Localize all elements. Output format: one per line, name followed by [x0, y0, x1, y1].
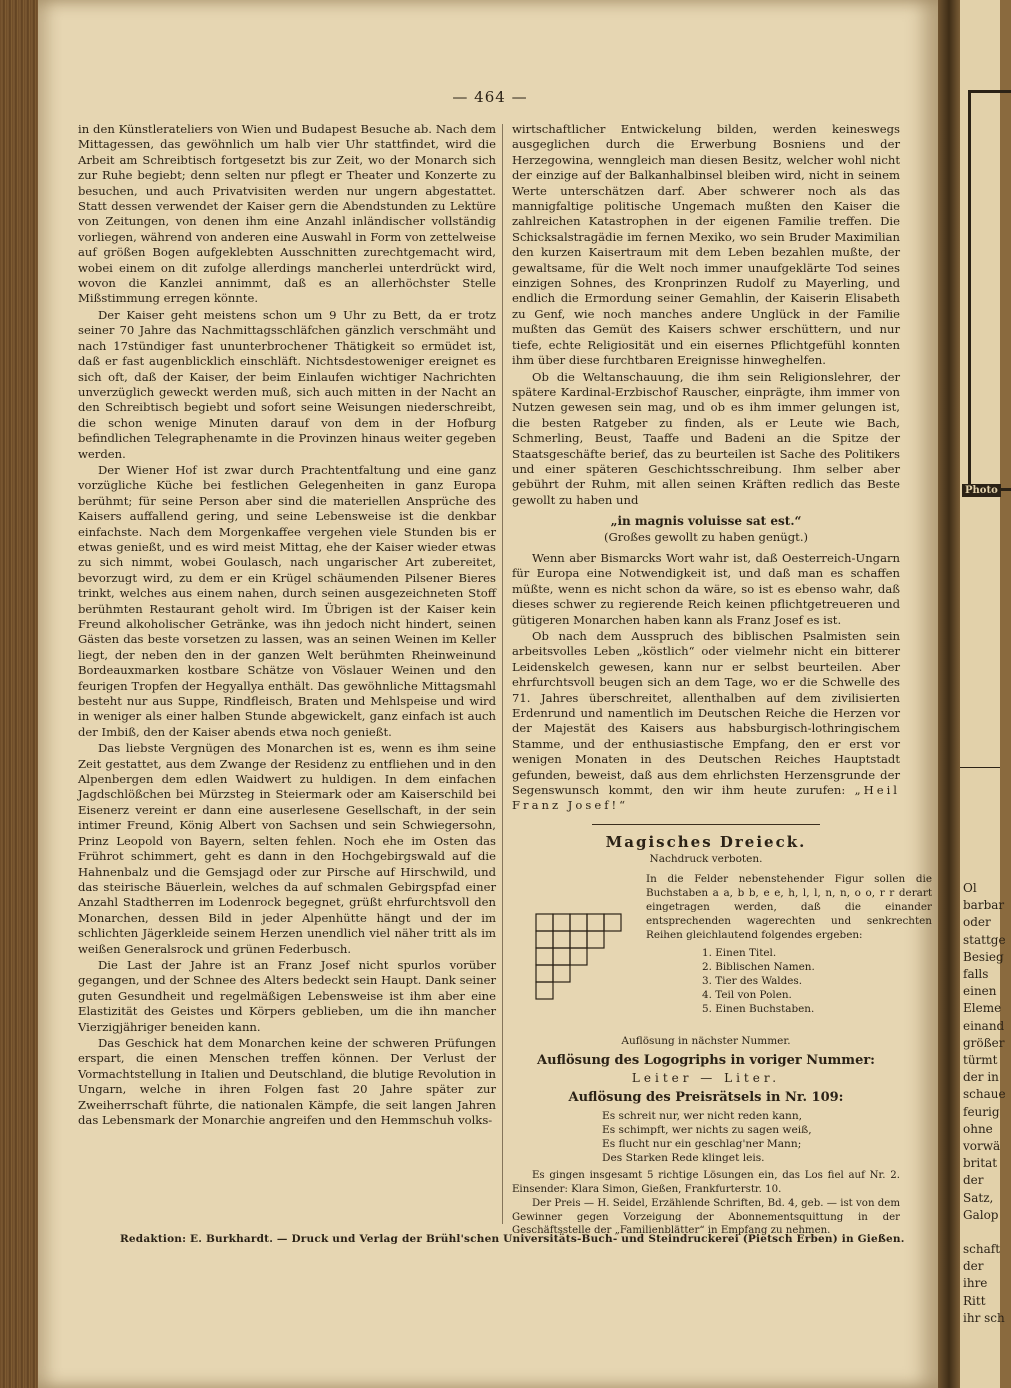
book-edge	[0, 0, 38, 1388]
right-column	[512, 122, 932, 1238]
paragraph: Das Geschick hat dem Monarchen keine der schweren Prüfungen erspart, die einen Menschen treffen können. Der Verlust der Vormachtstellung in Italien und Deutschland, die blutige Revolution in Ungarn, welche in ihren Folgen fast 20 Jahre später zur Zweiherrschaft führte, die nationalen Kämpfe, die seit langen Jahren das Lebensmark der Monarchie angreifen und den Hemmschuh volks-	[78, 1035, 496, 1127]
paragraph: Der Kaiser geht meistens schon um 9 Uhr zu Bett, da er trotz seiner 70 Jahre das Nachmittagsschläfchen gänzlich verschmäht und nach 17stündiger fast ununterbrochener Thätigkeit so ermüdet ist, daß er fast augenblicklich einschläft. Nichtsdestoweniger ereignet es sich oft, daß der Kaiser, der beim Einlaufen wichtiger Nachrichten unverzüglich geweckt werden muß, sich auch mitten in der Nacht an den Schreibtisch begiebt und sofort seine Weisungen niederschreibt, die schon wenige Minuten darauf von dem in der Hofburg befindlichen Telegraphenamte in die Provinzen hinaus weiter gegeben werden.	[78, 307, 496, 461]
motto-translation: (Großes gewollt zu haben genügt.)	[603, 529, 809, 544]
text-fragment: feurig	[963, 1104, 1000, 1119]
text-fragment: einand	[963, 1018, 1005, 1033]
text-fragment	[963, 1224, 1006, 1241]
paragraph: Ob die Weltanschauung, die ihm sein Religionslehrer, der spätere Kardinal-Erzbischof Rauscher, einprägte, ihm immer von Nutzen gewesen sein mag, und ob es ihm immer gelungen ist, die besten Ratgeber zu finden, als er Leute wie Bach, Schmerling, Beust, Taaffe und Badeni an die Spitze der Staatsgeschäfte berief, das zu beurteilen ist Sache des Politikers und einer späteren Geschichtsschreibung. Ihm selber aber gebührt der Ruhm, mit allen seinen Kräften redlich das Beste gewollt zu haben und	[512, 369, 900, 507]
motto-latin: „in magnis voluisse sat est.“	[610, 514, 802, 529]
logogriph-answer: Leiter — Liter.	[631, 1070, 781, 1085]
text-fragment: der	[963, 1173, 984, 1188]
text-fragment: schaue	[963, 1087, 1006, 1102]
text-fragment: Ol	[963, 881, 977, 895]
list-item: 4. Teil von Polen.	[702, 988, 792, 1001]
triangle-grid	[534, 912, 624, 1002]
prize-title: Auflösung des Preisrätsels in Nr. 109:	[568, 1089, 844, 1105]
logogriph-title: Auflösung des Logogriphs in voriger Nummer:	[537, 1053, 875, 1069]
list-item: 3. Tier des Waldes.	[702, 974, 803, 987]
text-fragment: größer	[963, 1035, 1005, 1050]
text-fragment: britat	[963, 1156, 998, 1171]
binding-gutter	[938, 0, 960, 1388]
text-fragment: schaft	[963, 1242, 1001, 1257]
text-fragment: ihr sch	[963, 1310, 1005, 1325]
poem	[602, 1109, 900, 1165]
puzzle-list	[702, 946, 932, 1016]
paragraph: Wenn aber Bismarcks Wort wahr ist, daß Oesterreich-Ungarn für Europa eine Notwendigkeit ist, und daß man es schaffen müßte, wenn es nicht schon da wäre, so ist es ebenso wahr, daß dieses schwer zu regierende Reich keinen pflichtgetreueren und gütigeren Monarchen haben kann als Franz Josef es ist.	[512, 550, 900, 627]
list-item: 2. Biblischen Namen.	[702, 960, 815, 973]
text-fragment: oder	[963, 915, 991, 930]
puzzle-note: Nachdruck verboten.	[649, 853, 763, 866]
text-fragment: falls	[963, 967, 989, 982]
next-page-photo-label: Photo	[962, 484, 1001, 497]
text-fragment: Eleme	[963, 1001, 1002, 1016]
prize-result: Es gingen insgesamt 5 richtige Lösungen ein, das Los fiel auf Nr. 2. Einsender: Klara Simon, Gießen, Frankfurterstr. 10.	[512, 1170, 900, 1195]
next-page-text-fragments	[963, 880, 1006, 1327]
page-number: — 464 —	[452, 88, 528, 106]
text-fragment: einen	[963, 984, 997, 999]
puzzle	[512, 872, 932, 1032]
puzzle-title: Magisches Dreieck.	[605, 832, 807, 851]
paragraph: Der Wiener Hof ist zwar durch Prachtentfaltung und eine ganz vorzügliche Küche bei festlichen Gelegenheiten in ganz Europa berühmt; für seine Person aber sind die materiellen Ansprüche des Kaisers auffallend gering, und seine Lebensweise ist die denkbar einfachste. Nach dem Morgenkaffee vergehen viele Stunden bis er etwas genießt, und es wird meist Mittag, ehe der Kaiser wieder etwas zu sich nimmt, wobei Goulasch, nach ungarischer Art zubereitet, bevorzugt wird, zu dem er ein Krügel schäumenden Pilsener Bieres trinkt, welches aus einem nahen, durch seinen ausgezeichneten Stoff berühmten Restaurant geholt wird. Im Übrigen ist der Kaiser kein Freund alkoholischer Getränke, was ihn jedoch nicht hindert, seinen Gästen das beste vorsetzen zu lassen, was an seinen Weinen im Keller liegt, der neben den in der ganzen Welt berühmten Rheinweinund Bordeauxmarken kostbare Schätze von Vöslauer Weinen und den feurigen Tropfen der Hegyallya enthält. Das gewöhnliche Mittagsmahl besteht nur aus Suppe, Rindfleisch, Braten und Mehlspeise und wird in weniger als einer halben Stunde abgewickelt, ganz einfach ist auch der Imbiß, den der Kaiser abends etwa noch genießt.	[78, 462, 496, 739]
poem-line: Es schreit nur, wer nicht reden kann,	[602, 1110, 803, 1123]
paragraph	[512, 629, 900, 814]
motto	[512, 514, 900, 545]
cheer: „Heil Franz Josef!“	[512, 783, 900, 813]
poem-line: Des Starken Rede klinget leis.	[602, 1152, 765, 1165]
text-fragment: Besieg	[963, 949, 1004, 964]
text-fragment: der in	[963, 1070, 999, 1085]
poem-line: Es flucht nur ein geschlag'ner Mann;	[602, 1138, 802, 1151]
paragraph-text: Ob nach dem Ausspruch des biblischen Psalmisten sein arbeitsvolles Leben „köstlich“ oder vielmehr nicht ein bitterer Leidenskelch gewesen, kann nur er selbst beurteilen. Aber ehrfurchtsvoll beugen sich an dem Tage, wo er die Schwelle des 71. Jahres überschreitet, allenthalben auf dem zivilisierten Erdenrund und namentlich im Deutschen Reiche die Herzen vor der Majestät des Kaisers aus habsburgisch-lothringischem Stamme, und der enthusiastische Empfang, den er erst vor wenigen Monaten in des Deutschen Reiches Hauptstadt gefunden, beweist, daß aus dem ehrlichsten Herzensgrunde der Segenswunsch kommt, den wir ihm heute zurufen:	[512, 629, 900, 798]
text-fragment: vorwä	[963, 1139, 1001, 1154]
paragraph: Die Last der Jahre ist an Franz Josef nicht spurlos vorüber gegangen, und der Schnee des Alters bedeckt sein Haupt. Dank seiner guten Gesundheit und regelmäßigen Lebensweise ist ihm aber eine Elastizität des Geistes und Körpers geblieben, um die ihn mancher Vierzigjähriger beneiden kann.	[78, 957, 496, 1034]
text-fragment: ohne	[963, 1121, 993, 1136]
puzzle-instructions-text: In die Felder nebenstehender Figur sollen die Buchstaben a a, b b, e e, h, l, l, n, n, o o, r r derart eingetragen werden, daß die einander entsprechenden wagerechten und senkrechten Reihen gleichlautend folgendes ergeben:	[646, 872, 932, 941]
puzzle-solution-note: Auflösung in nächster Nummer.	[621, 1034, 791, 1047]
prize-award: Der Preis — H. Seidel, Erzählende Schriften, Bd. 4, geb. — ist von dem Gewinner gegen Vorzeigung der Abonnementsquittung in der Geschäftsstelle der „Familienblätter“ in Empfang zu nehmen.	[512, 1198, 900, 1236]
poem-line: Es schimpft, wer nichts zu sagen weiß,	[602, 1124, 812, 1137]
paragraph: in den Künstlerateliers von Wien und Budapest Besuche ab. Nach dem Mittagessen, das gewöhnlich um halb vier Uhr stattfindet, wird die Arbeit am Schreibtisch fortgesetzt bis zur Zeit, wo der Monarch sich zur Ruhe begiebt; denn selten nur pflegt er Theater und Konzerte zu besuchen, und auch Privatvisiten werden nur ungern abgestattet. Statt dessen verwendet der Kaiser gern die Abendstunden zu Lektüre von Zeitungen, von denen ihm eine Anzahl inländischer vollständig vorliegen, während von anderen eine Auswahl in Form von zettelweise auf größen Bogen aufgeklebten Ausschnitten zurechtgemacht wird, wobei einem on dit zufolge allerdings mancherlei unterdrückt wird, wovon die Kanzlei annimmt, daß es an allerhöchster Stelle Mißstimmung erregen könnte.	[78, 122, 496, 306]
text-fragment: Galop	[963, 1207, 999, 1222]
footer-imprint: Redaktion: E. Burkhardt. — Druck und Verlag der Brühl'schen Universitäts-Buch- und Steindruckerei (Pietsch Erben) in Gießen.	[120, 1233, 905, 1245]
puzzle-instructions	[646, 872, 932, 1016]
text-fragment: der	[963, 1259, 984, 1274]
paragraph: Das liebste Vergnügen des Monarchen ist es, wenn es ihm seine Zeit gestattet, aus dem Zwange der Residenz zu entfliehen und in den Alpenbergen dem edlen Waidwert zu huldigen. In dem einfachen Jagdschlößchen bei Mürzsteg in Steiermark oder am Kaiserschild bei Eisenerz vereint er dann eine auserlesene Gesellschaft, in der sein intimer Freund, König Albert von Sachsen und sein Schwiegersohn, Prinz Leopold von Bayern, selten fehlen. Noch ehe im Osten das Frührot schimmert, geht es dann in den Hochgebirgswald auf die Hahnenbalz und die Gemsjagd oder zur Pirsche auf Hirschwild, und das steirische Bäuerlein, welches da auf schmalen Gebirgspfad einer Anzahl Stadtherren im Lodenrock begegnet, grüßt ehrfurchtsvoll den Monarchen, dessen Bild in jeder Alpenhütte hängt und der im schlichten Jägerkleide seinem Herzen unendlich viel näher tritt als im weißen Generalsrock und grünen Federbusch.	[78, 741, 496, 956]
text-fragment: barbar	[963, 898, 1005, 913]
paragraph: wirtschaftlicher Entwickelung bilden, werden keineswegs ausgeglichen durch die Erwerbung Bosniens und der Herzegowina, wenngleich man diesen Besitz, welcher wohl nicht der einzige auf der Balkanhalbinsel bleiben wird, nicht in seinem Werte unterschätzen darf. Aber schwerer noch als das mannigfaltige politische Ungemach mußten den Kaiser die zahlreichen Katastrophen in der eigenen Familie treffen. Die Schicksalstragädie im fernen Mexiko, wo sein Bruder Maximilian den kurzen Kaisertraum mit dem Leben bezahlen mußte, der gewaltsame, für die Welt noch immer unaufgeklärte Tod seines einzigen Sohnes, des Kronprinzen Rudolf zu Mayerling, und endlich die Ermordung seiner Gemahlin, der Kaiserin Elisabeth zu Genf, wie noch manches andere Unglück in der Familie mußten das Gemüt des Kaisers schwer erschüttern, und nur tiefe, echte Religiosität und ein eisernes Pflichtgefühl konnten ihm über diese furchtbaren Ereignisse hinweghelfen.	[512, 122, 900, 368]
text-fragment: Ritt	[963, 1293, 986, 1308]
text-fragment: türmt	[963, 1053, 998, 1068]
next-page-rule	[960, 767, 1000, 768]
left-column	[78, 122, 496, 1129]
list-item: 5. Einen Buchstaben.	[702, 1002, 815, 1015]
list-item: 1. Einen Titel.	[702, 946, 777, 959]
divider-rule	[592, 824, 820, 825]
column-divider	[502, 124, 503, 1224]
next-page-illustration-frame	[968, 90, 1011, 491]
text-fragment: ihre	[963, 1276, 988, 1291]
text-fragment: stattge	[963, 932, 1006, 947]
text-fragment: Satz,	[963, 1190, 994, 1205]
